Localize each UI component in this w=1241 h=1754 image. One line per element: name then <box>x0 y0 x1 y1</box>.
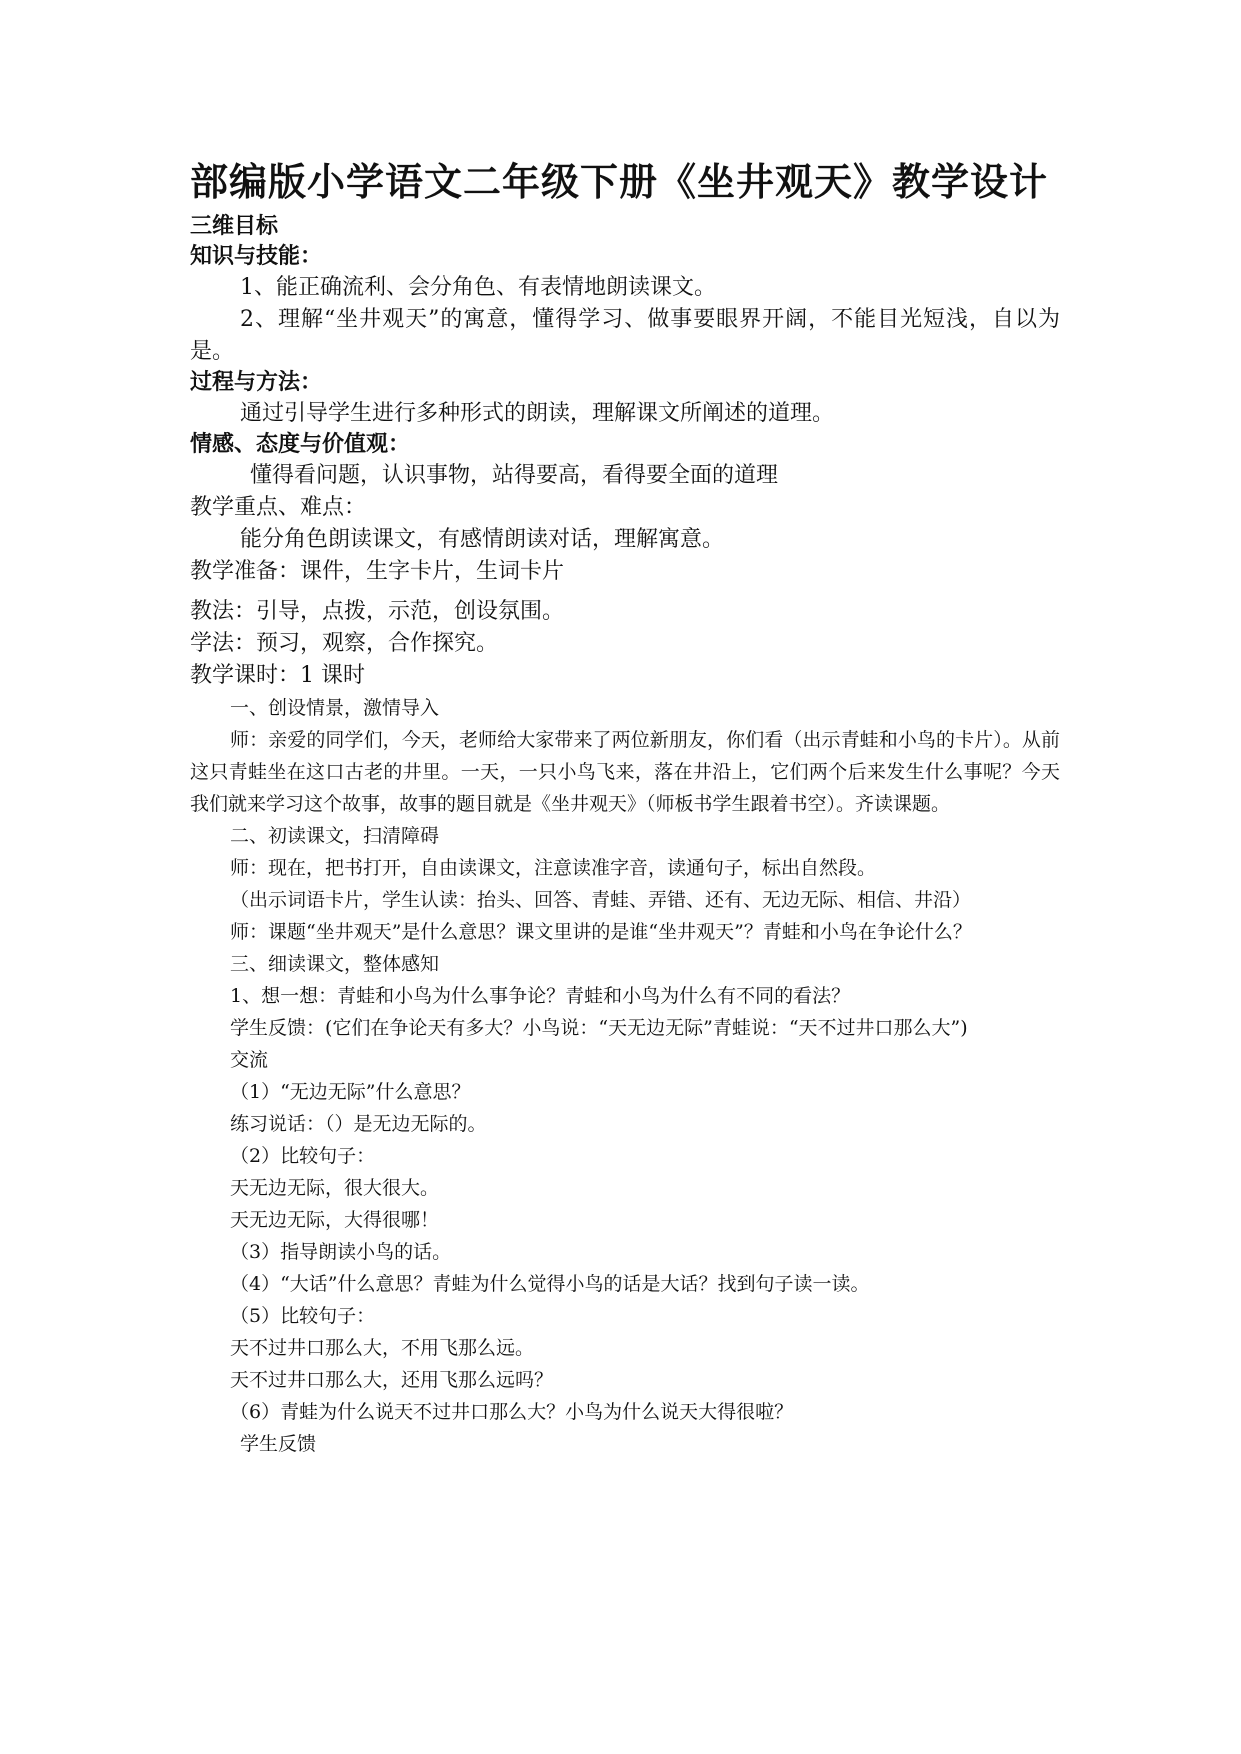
section-2-line-1: 师：现在，把书打开，自由读课文，注意读准字音，读通句子，标出自然段。 <box>230 857 877 879</box>
process-heading: 过程与方法： <box>190 370 323 395</box>
emotion-heading: 情感、态度与价值观： <box>190 432 411 457</box>
goals-heading: 三维目标 <box>190 214 279 239</box>
final-feedback: 学生反馈 <box>240 1433 317 1455</box>
section-3-feedback: 学生反馈：(它们在争论天有多大？小鸟说：“天无边无际”青蛙说：“天不过井口那么大”) <box>230 1017 968 1039</box>
sentence-2b: 天无边无际，大得很哪！ <box>230 1209 440 1231</box>
key-points-text: 能分角色朗读课文，有感情朗读对话，理解寓意。 <box>240 527 725 552</box>
question-5: （5）比较句子： <box>230 1305 376 1327</box>
section-1-heading: 一、创设情景，激情导入 <box>230 697 440 719</box>
section-2-line-2: （出示词语卡片，学生认读：抬头、回答、青蛙、弄错、还有、无边无际、相信、井沿） <box>230 889 972 911</box>
section-3-exchange: 交流 <box>230 1049 269 1071</box>
emotion-text: 懂得看问题，认识事物，站得要高，看得要全面的道理 <box>250 463 779 488</box>
question-3: （3）指导朗读小鸟的话。 <box>230 1241 452 1263</box>
question-4: （4）“大话”什么意思？青蛙为什么觉得小鸟的话是大话？找到句子读一读。 <box>230 1273 870 1295</box>
class-hours-line: 教学课时：1 课时 <box>190 663 365 688</box>
knowledge-item-2: 2、理解“坐井观天”的寓意，懂得学习、做事要眼界开阔，不能目光短浅，自以为是。 <box>190 307 1060 364</box>
sentence-5a: 天不过井口那么大，不用飞那么远。 <box>230 1337 535 1359</box>
learning-method-line: 学法：预习，观察，合作探究。 <box>190 631 499 656</box>
sentence-2a: 天无边无际，很大很大。 <box>230 1177 440 1199</box>
question-6: （6）青蛙为什么说天不过井口那么大？小鸟为什么说天大得很啦？ <box>230 1401 794 1423</box>
document-body <box>190 212 1060 1460</box>
process-text: 通过引导学生进行多种形式的朗读，理解课文所阐述的道理。 <box>240 401 835 426</box>
sentence-5b: 天不过井口那么大，还用飞那么远吗？ <box>230 1369 554 1391</box>
question-1: （1）“无边无际”什么意思？ <box>230 1081 471 1103</box>
teaching-method-line: 教法：引导，点拨，示范，创设氛围。 <box>190 599 565 624</box>
knowledge-item-1: 1、能正确流利、会分角色、有表情地朗读课文。 <box>240 275 716 300</box>
section-2-line-3: 师：课题“坐井观天”是什么意思？课文里讲的是谁“坐井观天”？青蛙和小鸟在争论什么？ <box>230 921 972 943</box>
section-2-heading: 二、初读课文，扫清障碍 <box>230 825 440 847</box>
section-1-text: 师：亲爱的同学们，今天，老师给大家带来了两位新朋友，你们看（出示青蛙和小鸟的卡片）。从前这只青蛙坐在这口古老的井里。一天，一只小鸟飞来，落在井沿上，它们两个后来发生什么事呢？今天我们就来学习这个故事，故事的题目就是《坐井观天》（师板书学生跟着书空）。齐读课题。 <box>190 729 1060 815</box>
preparation-line: 教学准备：课件，生字卡片，生词卡片 <box>190 559 565 584</box>
knowledge-heading: 知识与技能： <box>190 244 323 269</box>
section-3-heading: 三、细读课文，整体感知 <box>230 953 440 975</box>
key-points-heading: 教学重点、难点： <box>190 495 367 520</box>
section-3-think: 1、想一想：青蛙和小鸟为什么事争论？青蛙和小鸟为什么有不同的看法？ <box>230 985 851 1007</box>
page-title: 部编版小学语文二年级下册《坐井观天》教学设计 <box>190 160 1049 204</box>
practice-line: 练习说话：（）是无边无际的。 <box>230 1113 487 1135</box>
question-2: （2）比较句子： <box>230 1145 376 1167</box>
